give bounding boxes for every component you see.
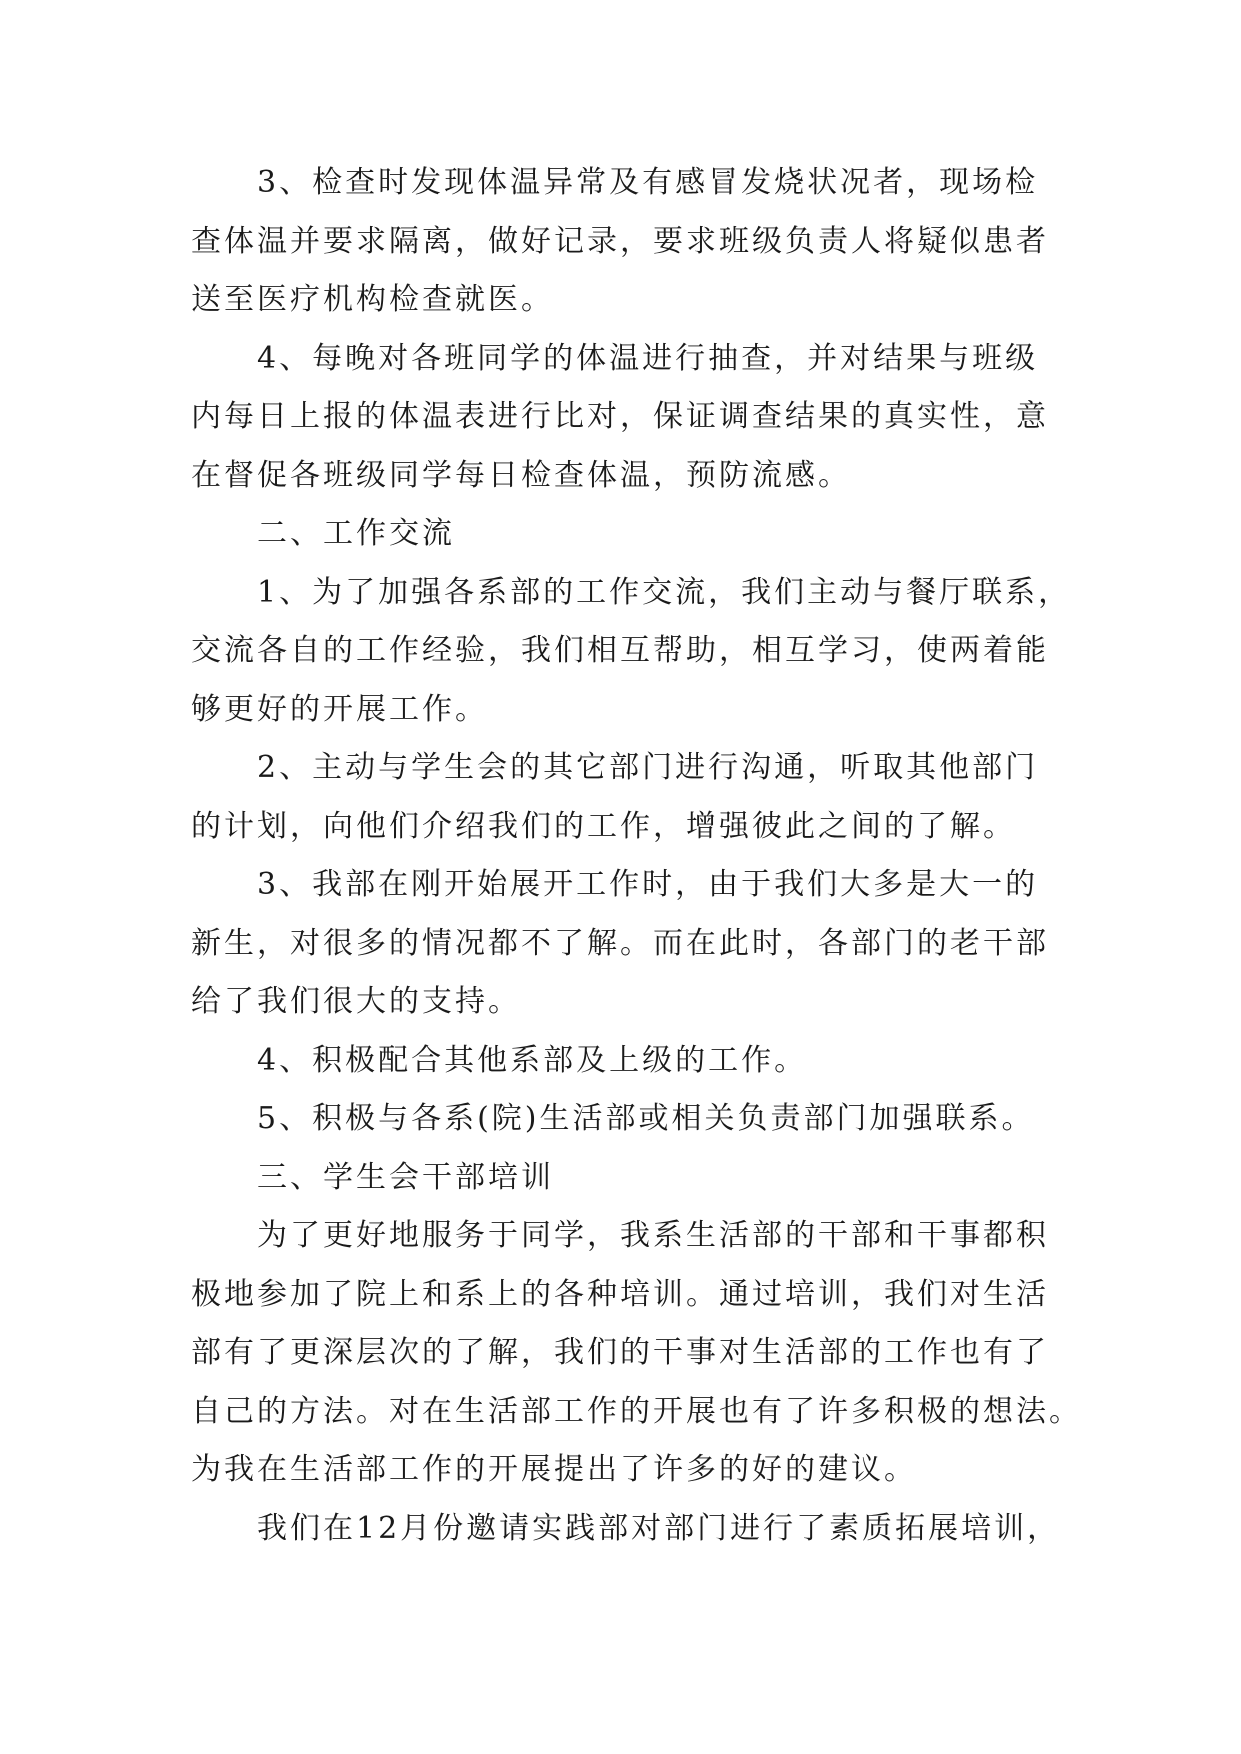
text-line: 1、为了加强各系部的工作交流，我们主动与餐厅联系，: [257, 574, 1072, 610]
text-line: 为了更好地服务于同学，我系生活部的干部和干事都积: [257, 1218, 1049, 1253]
text-line: 我们在12月份邀请实践部对部门进行了素质拓展培训，: [257, 1510, 1061, 1546]
text-line: 2、主动与学生会的其它部门进行沟通，听取其他部门: [257, 750, 1039, 785]
text-line: 3、我部在刚开始展开工作时，由于我们大多是大一的: [257, 867, 1039, 902]
paragraph-exchange-item-2: [191, 739, 1071, 856]
text-line: 5、积极与各系(院)生活部或相关负责部门加强联系。: [257, 1101, 1035, 1136]
paragraph-exchange-item-1: [191, 564, 1071, 740]
paragraph-exchange-item-4: [191, 1032, 1071, 1091]
text-line: 交流各自的工作经验，我们相互帮助，相互学习，使两着能: [191, 633, 1049, 668]
text-line: 部有了更深层次的了解，我们的干事对生活部的工作也有了: [191, 1335, 1049, 1370]
text-line: 新生，对很多的情况都不了解。而在此时，各部门的老干部: [191, 925, 1049, 961]
paragraph-training-summary: [191, 1207, 1082, 1500]
text-line: 的计划，向他们介绍我们的工作，增强彼此之间的了解。: [191, 808, 1016, 844]
text-line: 3、检查时发现体温异常及有感冒发烧状况者，现场检: [257, 165, 1039, 200]
paragraph-item-3-fever-check: [191, 154, 1071, 330]
paragraph-exchange-item-5: [191, 1090, 1071, 1149]
text-line: 在督促各班级同学每日检查体温，预防流感。: [191, 457, 851, 493]
text-line: 够更好的开展工作。: [191, 691, 488, 727]
text-line: 4、积极配合其他系部及上级的工作。: [257, 1042, 808, 1078]
text-line: 自己的方法。对在生活部工作的开展也有了许多积极的想法。: [191, 1393, 1082, 1429]
text-line: 4、每晚对各班同学的体温进行抽查，并对结果与班级: [257, 340, 1039, 376]
document-body: [191, 154, 1082, 1558]
text-line: 给了我们很大的支持。: [191, 984, 521, 1019]
section-heading-cadre-training: [191, 1149, 1071, 1208]
paragraph-december-training: [191, 1500, 1071, 1559]
text-line: 查体温并要求隔离，做好记录，要求班级负责人将疑似患者: [191, 223, 1049, 259]
text-line: 为我在生活部工作的开展提出了许多的好的建议。: [191, 1452, 917, 1487]
text-line: 二、工作交流: [257, 516, 455, 551]
text-line: 三、学生会干部培训: [257, 1159, 554, 1195]
text-line: 送至医疗机构检查就医。: [191, 282, 554, 317]
paragraph-exchange-item-3: [191, 856, 1071, 1032]
section-heading-work-exchange: [191, 505, 1071, 564]
text-line: 内每日上报的体温表进行比对，保证调查结果的真实性，意: [191, 399, 1049, 434]
text-line: 极地参加了院上和系上的各种培训。通过培训，我们对生活: [191, 1276, 1049, 1312]
paragraph-item-4-nightly-check: [191, 330, 1071, 506]
